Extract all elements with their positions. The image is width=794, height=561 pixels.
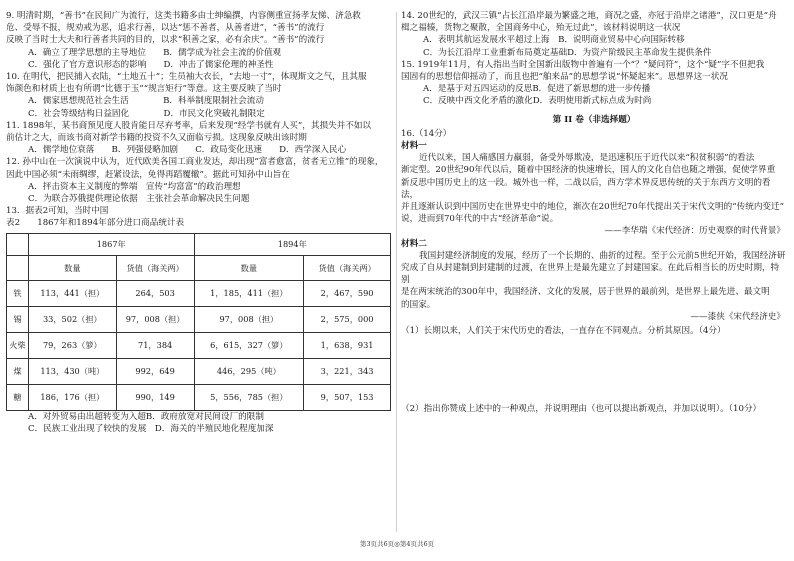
material-line: 是在两宋统治的300年中，我国经济、文化的发展，居于世界的最前列，是世界上最先进、最文明 — [401, 287, 770, 298]
column-header: 货值（海关两） — [304, 255, 391, 280]
cell: 5，556，785（担） — [194, 384, 304, 410]
q16-head: 16.（14分） — [401, 128, 452, 139]
material-title: 材料一 — [401, 141, 427, 152]
cell: 9，507，153 — [304, 384, 391, 410]
cell: 1，185，411（担） — [194, 280, 304, 306]
cell: 992，649 — [116, 358, 194, 384]
table-row — [7, 358, 391, 384]
q14-line: 楫之福辏，货物之聚散，全国商务中心，殆无过此”，该材料说明这一状况 — [401, 23, 681, 34]
q13-option: C．民族工业出现了较快的发展 D．海关的半殖民地化程度加深 — [28, 423, 274, 434]
material-line: 的国家。 — [401, 299, 436, 310]
q10-option: C．社会等级结构日益固化 D．市民文化突破礼制限定 — [28, 108, 265, 119]
section-title: 第 II 卷（非选择题） — [552, 114, 636, 125]
q12-line: 因此中国必须“未雨绸缪，赶紧设法，免得再蹈覆辙”。据此可知孙中山旨在 — [6, 169, 290, 180]
cell: 990，149 — [116, 384, 194, 410]
table-row — [7, 280, 391, 306]
row-item: 糖 — [7, 384, 29, 410]
q13-intro: 13．据表2可知，当时中国 — [6, 206, 109, 217]
q9-line: 9. 明清时期，“善书”在民间广为流行，这类书籍多由士绅编撰，内容侧重宣扬孝友悌、济急救 — [6, 11, 361, 21]
q12-line: 12. 孙中山在一次演说中认为，近代欧美各国工商业发达，却出现“富者愈富，贫者无立锥”的现象， — [6, 157, 384, 168]
material-line: 究成了自从封建制到封建制的过渡，在世界上是最先建立了封建国家。在此后相当长的历史时期，特别 — [401, 263, 780, 286]
row-item: 铁 — [7, 280, 29, 306]
question-14 — [401, 10, 787, 59]
column-header: 数量 — [194, 255, 304, 280]
left-column — [6, 10, 391, 435]
q9-line: 危、受辱不报，规劝戒为恶，追求行善，以达“惩不善者，从善者进”，“善书”的流行 — [6, 23, 325, 34]
cell: 97，008（担） — [194, 306, 304, 332]
question-10 — [6, 71, 391, 120]
q11-line: 前估计之大，而该书商对新学书籍的投资不久又面临亏损。这现象反映出该时期 — [6, 133, 307, 144]
q9-option: C．强化了官方意识形态的影响 D．冲击了儒家伦理的神圣性 — [28, 59, 274, 70]
material-line: 近代以来，国人痛感国力羸弱，备受外辱欺凌，是迅速积压于近代以来“积贫积弱”的看法 — [419, 153, 755, 164]
cell: 6，615，327（箩） — [194, 332, 304, 358]
cell: 33，502（担） — [28, 306, 116, 332]
citation: ——漆侠《宋代经济史》 — [690, 311, 785, 322]
q11-option: A．儒学地位衰落 B．列强侵略加剧 C．政局变化迅速 D．西学深入民心 — [28, 145, 347, 156]
year-header: 1894年 — [194, 233, 390, 255]
column-header: 数量 — [28, 255, 116, 280]
table-corner — [7, 255, 29, 280]
answer-space — [401, 337, 787, 403]
page-footer: 第3页共6页◎第4页共6页 — [359, 540, 435, 548]
cell: 3，221，343 — [304, 358, 391, 384]
sub-question-2: （2）指出你赞成上述中的一种观点，并说明理由（也可以提出新观点，并加以说明）。（10分） — [401, 404, 762, 415]
q13-option: A．对外贸易由出超转变为入超B．政府放宽对民间设厂的限制 — [28, 411, 264, 422]
q12-option: A．抨击资本主义制度的弊端 宣传“均富富”的政治理想 — [28, 181, 241, 192]
row-item: 煤 — [7, 358, 29, 384]
sub-question-1: （1）长期以来，人们关于宋代历史的看法，一直存在不同观点。分析其原因。（4分） — [401, 326, 726, 337]
material-1 — [401, 140, 787, 238]
q15-line: 15. 1919年11月，有人指出当时全国新出版物中普遍有一个“？”疑问符”，这个“疑”字不但把我 — [401, 59, 765, 70]
question-11 — [6, 120, 391, 157]
q10-line: 饰颜色和材质上也有所谓“比德于玉”“规言矩行”等意。这主要反映了当时 — [6, 84, 282, 95]
cell: 113，430（吨） — [28, 358, 116, 384]
question-15 — [401, 59, 787, 108]
citation: ——李华瑞《宋代经济：历史观察的时代背景》 — [604, 226, 785, 237]
question-9 — [6, 10, 391, 71]
q10-option: A．儒家思想规范社会生活 B．科举制度限制社会流动 — [28, 96, 264, 107]
material-line: 说，进而到70年代的中古“经济革命”说。 — [401, 214, 559, 225]
q11-line: 11. 1898年，某书商预见度人股肯能日尽弃考率，后来发现“经学书就有人买”，其损失并不如以 — [6, 120, 372, 131]
table-corner — [7, 233, 29, 255]
q14-option: C．为长江沿岸工业重新布局奠定基础D．为资产阶级民主革命发生提供条件 — [423, 47, 712, 58]
cell: 186，176（担） — [28, 384, 116, 410]
q12-option: C．为联合苏俄提供理论依据 主张社会革命解决民生问题 — [28, 194, 250, 205]
cell: 113，441（担） — [28, 280, 116, 306]
table-row — [7, 332, 391, 358]
q9-option: A．确立了理学思想的主导地位 B．儒学成为社会主流的价值观 — [28, 47, 282, 58]
import-stats-table — [6, 233, 391, 411]
cell: 2，467，590 — [304, 280, 391, 306]
q14-line: 14. 20世纪的，武汉三镇“占长江沿岸最为繁盛之地，商况之盛，亦冠于沿岸之诸港”，汉口更是“舟 — [401, 11, 777, 21]
material-title: 材料二 — [401, 238, 427, 249]
table-caption: 表2 1867年和1894年部分进口商品统计表 — [6, 218, 185, 229]
column-divider — [396, 12, 397, 532]
cell: 97，008（担） — [116, 306, 194, 332]
row-item: 火柴 — [7, 332, 29, 358]
material-line: 并且逐渐认识到中国历史在世界史中的地位，渐次在20世纪70年代提出关于宋代文明的“传统内变迁” — [401, 202, 785, 213]
q9-line: 反映了当时士大夫和行善者共同的目的，以求“积善之家，必有余庆”。“善书”的流行 — [6, 35, 325, 46]
cell: 71，384 — [116, 332, 194, 358]
year-header: 1867年 — [28, 233, 194, 255]
right-column — [401, 10, 787, 415]
cell: 264，503 — [116, 280, 194, 306]
table-row — [7, 306, 391, 332]
question-13 — [6, 205, 391, 435]
material-line: 新反思中国历史上的这一段。城外也一样，二战以后，西方学术界反思传统的关于东西方文明的看法， — [401, 177, 771, 200]
q10-line: 10. 在明代，把民捕入衣陆，“土地五十”；生员袖大衣长，“去地一寸”，体现斯文之气，且其服 — [6, 72, 367, 83]
cell: 79，263（箩） — [28, 332, 116, 358]
q15-option: C．反映中西文化矛盾的激化D．表明使用新式标点成为时尚 — [423, 96, 652, 107]
material-2 — [401, 238, 787, 323]
row-item: 锡 — [7, 306, 29, 332]
material-line: 我国封建经济制度的发展，经历了一个长期的、曲折的过程。至于公元前5世纪开始，我国经济研 — [419, 250, 786, 261]
cell: 2，575，000 — [304, 306, 391, 332]
q15-line: 国固有的思想信仰摇动了，而且也把“舶来品”的思想学说“怀疑起来”。思想界这一状况 — [401, 72, 728, 83]
table-row — [7, 384, 391, 410]
q15-option: A．是基于对五四运动的反思B．促进了新思想的进一步传播 — [423, 84, 651, 95]
material-line: 渐定型。20世纪90年代以后，随着中国经济的快速增长，国人的文化自信也随之增强，促使学界重 — [401, 165, 776, 176]
question-12 — [6, 156, 391, 205]
cell: 1，638，931 — [304, 332, 391, 358]
q14-option: A．表明其航运发展水平超过上海 B．说明商业贸易中心向国际转移 — [423, 35, 685, 46]
column-header: 货值（海关两） — [116, 255, 194, 280]
cell: 446，295（吨） — [194, 358, 304, 384]
